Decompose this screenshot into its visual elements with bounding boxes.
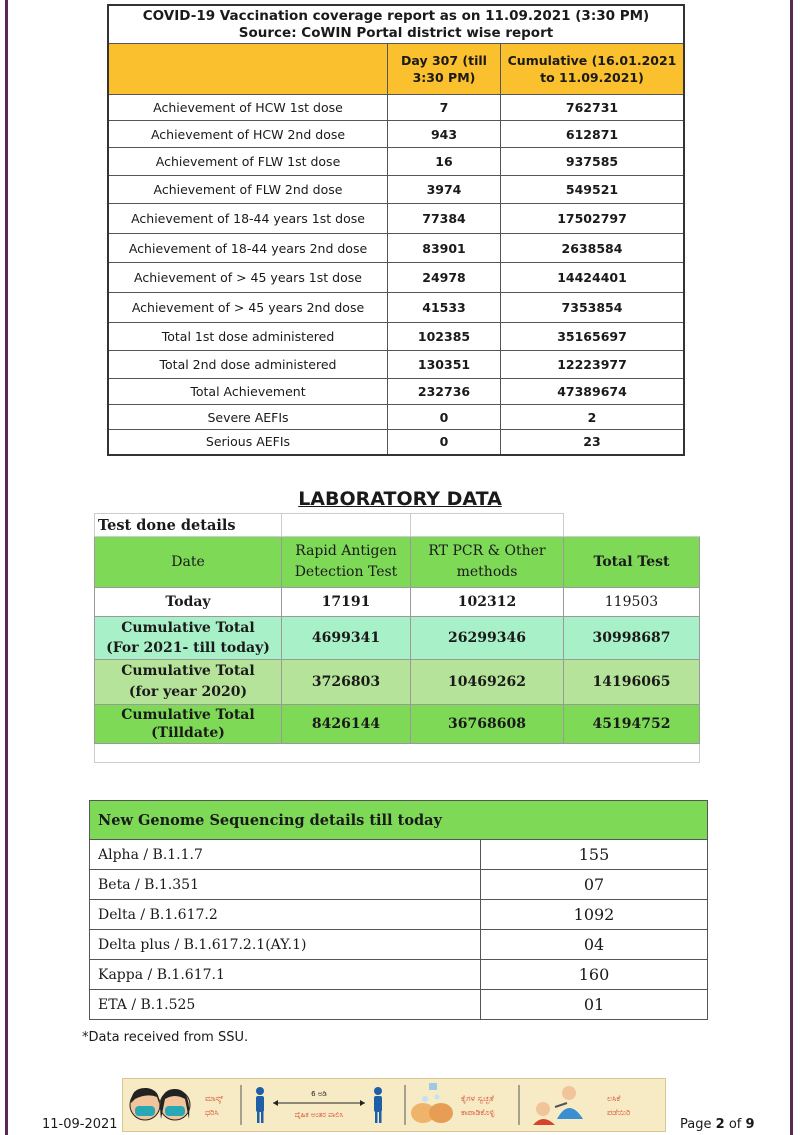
footer-page-of: of — [728, 1117, 742, 1132]
header-cum-line2: to 11.09.2021) — [540, 70, 644, 85]
footer-page-total: 9 — [745, 1117, 755, 1132]
lab-caption-blank-2 — [411, 514, 564, 537]
vaccination-row-day: 3974 — [388, 176, 501, 204]
lab-header-date: Date — [95, 537, 282, 588]
genome-row — [90, 930, 708, 960]
lab-cumall-label-line1: Cumulative Total — [121, 707, 255, 723]
genome-count: 160 — [481, 960, 708, 990]
lab-today-rapid: 17191 — [282, 588, 411, 617]
lab-header-total: Total Test — [564, 537, 700, 588]
vaccination-row-cumulative: 35165697 — [501, 323, 685, 351]
lab-cum2020-label-line2: (for year 2020) — [128, 684, 248, 700]
lab-cum2020-total: 14196065 — [564, 660, 700, 705]
banner-vaccine-text-2: ಪಡೆಯಿರಿ — [607, 1108, 631, 1117]
lab-header-rtpcr-line2: methods — [456, 564, 518, 580]
lab-cum2021-label-line2: (For 2021- till today) — [106, 640, 270, 656]
vaccination-row-label: Achievement of FLW 2nd dose — [108, 176, 388, 204]
genome-variant: ETA / B.1.525 — [90, 990, 481, 1020]
lab-cum2021-total: 30998687 — [564, 617, 700, 660]
genome-variant: Delta plus / B.1.617.2.1(AY.1) — [90, 930, 481, 960]
footer-page-prefix: Page — [680, 1117, 712, 1132]
footnote: *Data received from SSU. — [82, 1030, 249, 1045]
vaccination-row-day: 0 — [388, 430, 501, 455]
vaccination-row-day: 0 — [388, 405, 501, 430]
vaccination-title-line2: Source: CoWIN Portal district wise report — [238, 24, 554, 41]
laboratory-title: LABORATORY DATA — [298, 488, 502, 510]
lab-caption-row — [95, 514, 700, 537]
header-day-line1: Day 307 (till — [401, 53, 487, 68]
vaccination-row-day: 102385 — [388, 323, 501, 351]
genome-variant: Beta / B.1.351 — [90, 870, 481, 900]
vaccination-row-cumulative: 47389674 — [501, 379, 685, 405]
genome-row — [90, 960, 708, 990]
masked-face-icon — [130, 1088, 190, 1120]
vaccination-row — [108, 121, 684, 148]
genome-row — [90, 870, 708, 900]
lab-tail-cell — [95, 744, 700, 763]
vaccination-row-label: Achievement of 18-44 years 1st dose — [108, 204, 388, 234]
genome-variant: Kappa / B.1.617.1 — [90, 960, 481, 990]
vaccination-row-label: Severe AEFIs — [108, 405, 388, 430]
lab-cum2021-label-line1: Cumulative Total — [121, 620, 255, 636]
genome-row — [90, 900, 708, 930]
lab-caption-blank-1 — [282, 514, 411, 537]
vaccination-row-day: 232736 — [388, 379, 501, 405]
vaccination-title-line1: COVID-19 Vaccination coverage report as on 11.09.2021 (3:30 PM) — [142, 7, 650, 24]
lab-caption: Test done details — [95, 514, 282, 537]
vaccination-header-row — [108, 44, 684, 95]
genome-title: New Genome Sequencing details till today — [90, 801, 708, 840]
lab-header-rapid-line2: Detection Test — [294, 564, 398, 580]
vaccination-row — [108, 405, 684, 430]
awareness-banner — [122, 1078, 666, 1132]
vaccination-row-label: Achievement of 18-44 years 2nd dose — [108, 234, 388, 263]
vaccination-row — [108, 430, 684, 455]
genome-variant: Alpha / B.1.1.7 — [90, 840, 481, 870]
vaccination-row-label: Achievement of HCW 2nd dose — [108, 121, 388, 148]
lab-today-label: Today — [95, 588, 282, 617]
lab-cumall-label-line2: (Tilldate) — [151, 725, 225, 741]
lab-cum2021-rapid: 4699341 — [282, 617, 411, 660]
lab-row-today — [95, 588, 700, 617]
vaccination-row-day: 16 — [388, 148, 501, 176]
vaccination-row-label: Achievement of > 45 years 2nd dose — [108, 293, 388, 323]
lab-row-cumulative-tilldate — [95, 705, 700, 744]
banner-graphic — [123, 1079, 665, 1131]
genome-row — [90, 990, 708, 1020]
genome-variant: Delta / B.1.617.2 — [90, 900, 481, 930]
vaccination-row — [108, 293, 684, 323]
vaccination-row-day: 7 — [388, 95, 501, 121]
genome-count: 1092 — [481, 900, 708, 930]
vaccination-row-day: 943 — [388, 121, 501, 148]
banner-vaccine-text-1: ಲಸಿಕೆ — [607, 1094, 621, 1103]
vaccination-row — [108, 148, 684, 176]
lab-cum2021-rtpcr: 26299346 — [411, 617, 564, 660]
genome-table — [89, 800, 708, 1020]
banner-hands-text-1: ಕೈಗಳ ಸ್ವಚ್ಛತೆ — [461, 1094, 494, 1103]
vaccination-header-day — [388, 44, 501, 95]
vaccination-row — [108, 351, 684, 379]
banner-hands-text-2: ಕಾಪಾಡಿಕೊಳ್ಳಿ — [461, 1108, 495, 1117]
genome-count: 07 — [481, 870, 708, 900]
vaccination-row — [108, 95, 684, 121]
lab-cumall-label — [95, 705, 282, 744]
vaccination-row-label: Serious AEFIs — [108, 430, 388, 455]
footer-page-current: 2 — [715, 1117, 725, 1132]
vaccination-table — [107, 4, 685, 456]
header-cum-line1: Cumulative (16.01.2021 — [507, 53, 677, 68]
vaccination-row-cumulative: 2 — [501, 405, 685, 430]
header-day-line2: 3:30 PM) — [412, 70, 476, 85]
vaccination-row-cumulative: 12223977 — [501, 351, 685, 379]
vaccination-icon — [533, 1086, 583, 1125]
vaccination-header-blank — [108, 44, 388, 95]
vaccination-row-day: 130351 — [388, 351, 501, 379]
vaccination-row — [108, 204, 684, 234]
banner-mask-text-2: ಧರಿಸಿ — [205, 1108, 219, 1117]
lab-cum2020-rapid: 3726803 — [282, 660, 411, 705]
lab-caption-blank-3 — [564, 514, 700, 537]
lab-tail-row — [95, 744, 700, 763]
vaccination-row-label: Total Achievement — [108, 379, 388, 405]
vaccination-row — [108, 379, 684, 405]
lab-header-row — [95, 537, 700, 588]
lab-cum2020-label — [95, 660, 282, 705]
vaccination-row-cumulative: 7353854 — [501, 293, 685, 323]
lab-header-rtpcr-line1: RT PCR & Other — [428, 543, 546, 559]
vaccination-row — [108, 234, 684, 263]
lab-row-cumulative-2021 — [95, 617, 700, 660]
vaccination-row-label: Total 1st dose administered — [108, 323, 388, 351]
vaccination-row-label: Achievement of HCW 1st dose — [108, 95, 388, 121]
genome-header-row — [90, 801, 708, 840]
vaccination-row-day: 41533 — [388, 293, 501, 323]
vaccination-row-cumulative: 762731 — [501, 95, 685, 121]
vaccination-row-day: 24978 — [388, 263, 501, 293]
lab-header-rapid-line1: Rapid Antigen — [295, 543, 397, 559]
laboratory-table — [94, 513, 700, 763]
lab-cum2021-label — [95, 617, 282, 660]
vaccination-row-cumulative: 549521 — [501, 176, 685, 204]
lab-today-rtpcr: 102312 — [411, 588, 564, 617]
vaccination-row-cumulative: 2638584 — [501, 234, 685, 263]
lab-cum2020-label-line1: Cumulative Total — [121, 663, 255, 679]
genome-row — [90, 840, 708, 870]
footer-page-number — [680, 1117, 755, 1132]
vaccination-row-label: Achievement of FLW 1st dose — [108, 148, 388, 176]
page-border-left — [5, 0, 8, 1135]
lab-cumall-total: 45194752 — [564, 705, 700, 744]
lab-cumall-rapid: 8426144 — [282, 705, 411, 744]
vaccination-title-row — [108, 5, 684, 44]
lab-cum2020-rtpcr: 10469262 — [411, 660, 564, 705]
vaccination-row-label: Achievement of > 45 years 1st dose — [108, 263, 388, 293]
vaccination-row — [108, 176, 684, 204]
lab-row-cumulative-2020 — [95, 660, 700, 705]
lab-header-rapid — [282, 537, 411, 588]
vaccination-row-day: 77384 — [388, 204, 501, 234]
vaccination-row-label: Total 2nd dose administered — [108, 351, 388, 379]
lab-today-total: 119503 — [564, 588, 700, 617]
vaccination-row-cumulative: 23 — [501, 430, 685, 455]
banner-mask-text-1: ಮಾಸ್ಕ್ — [205, 1094, 224, 1103]
genome-count: 04 — [481, 930, 708, 960]
vaccination-row — [108, 263, 684, 293]
vaccination-row — [108, 323, 684, 351]
vaccination-body — [108, 95, 684, 455]
vaccination-row-cumulative: 14424401 — [501, 263, 685, 293]
lab-cumall-rtpcr: 36768608 — [411, 705, 564, 744]
genome-count: 155 — [481, 840, 708, 870]
vaccination-row-cumulative: 612871 — [501, 121, 685, 148]
vaccination-row-cumulative: 937585 — [501, 148, 685, 176]
genome-count: 01 — [481, 990, 708, 1020]
genome-body — [90, 840, 708, 1020]
banner-distance-top: 6 ಅಡಿ — [311, 1090, 327, 1098]
footer-date: 11-09-2021 — [42, 1117, 118, 1132]
vaccination-row-cumulative: 17502797 — [501, 204, 685, 234]
vaccination-title — [108, 5, 684, 44]
hand-wash-icon — [411, 1083, 453, 1123]
vaccination-header-cumulative — [501, 44, 685, 95]
vaccination-row-day: 83901 — [388, 234, 501, 263]
page-border-right — [790, 0, 793, 1135]
lab-header-rtpcr — [411, 537, 564, 588]
banner-distance-bottom: ದೈಹಿಕ ಅಂತರ ಪಾಲಿಸಿ — [294, 1111, 344, 1119]
